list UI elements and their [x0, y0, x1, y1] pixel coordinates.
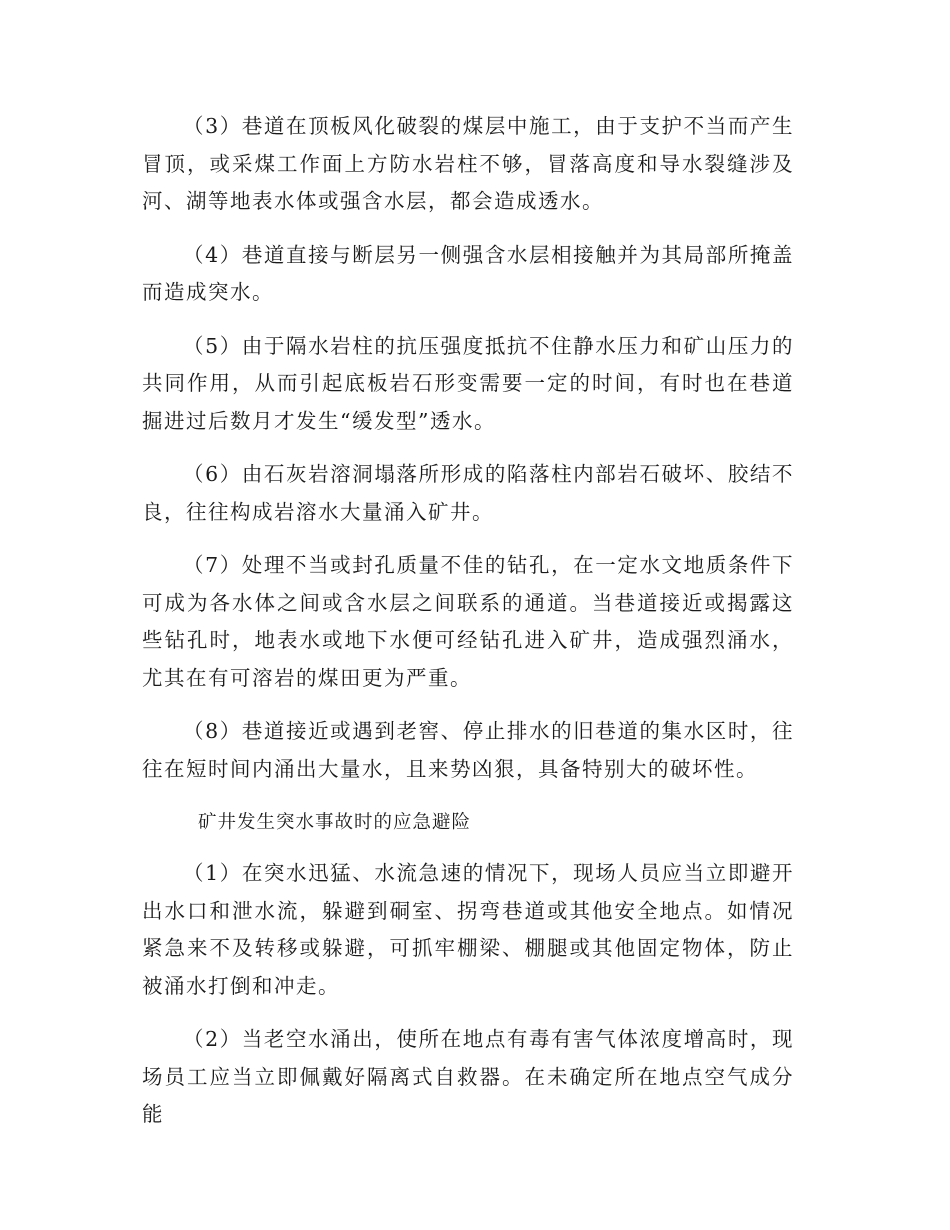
emergency-paragraph-1: （1）在突水迅猛、水流急速的情况下，现场人员应当立即避开出水口和泄水流，躲避到硐室、拐弯巷道或其他安全地点。如情况紧急来不及转移或躲避，可抓牢棚梁、棚腿或其他固定物体，防止被涌水打倒和冲走。 [142, 861, 794, 998]
document-page [142, 108, 794, 1150]
paragraph-7: （7）处理不当或封孔质量不佳的钻孔，在一定水文地质条件下可成为各水体之间或含水层之间联系的通道。当巷道接近或揭露这些钻孔时，地表水或地下水便可经钻孔进入矿井，造成强烈涌水，尤其在有可溶岩的煤田更为严重。 [142, 553, 794, 690]
emergency-paragraph-2: （2）当老空水涌出，使所在地点有毒有害气体浓度增高时，现场员工应当立即佩戴好隔离式自救器。在未确定所在地点空气成分能 [142, 1027, 794, 1126]
section-heading: 矿井发生突水事故时的应急避险 [198, 812, 472, 833]
paragraph-8: （8）巷道接近或遇到老窖、停止排水的旧巷道的集水区时，往往在短时间内涌出大量水，且来势凶狠，具备特别大的破坏性。 [142, 719, 794, 781]
paragraph-4: （4）巷道直接与断层另一侧强含水层相接触并为其局部所掩盖而造成突水。 [142, 242, 794, 304]
paragraph-5: （5）由于隔水岩柱的抗压强度抵抗不住静水压力和矿山压力的共同作用，从而引起底板岩石形变需要一定的时间，有时也在巷道掘进过后数月才发生“缓发型”透水。 [142, 333, 794, 433]
paragraph-6: （6）由石灰岩溶洞塌落所形成的陷落柱内部岩石破坏、胶结不良，往往构成岩溶水大量涌入矿井。 [142, 462, 794, 524]
paragraph-3: （3）巷道在顶板风化破裂的煤层中施工，由于支护不当而产生冒顶，或采煤工作面上方防水岩柱不够，冒落高度和导水裂缝涉及河、湖等地表水体或强含水层，都会造成透水。 [142, 114, 794, 213]
